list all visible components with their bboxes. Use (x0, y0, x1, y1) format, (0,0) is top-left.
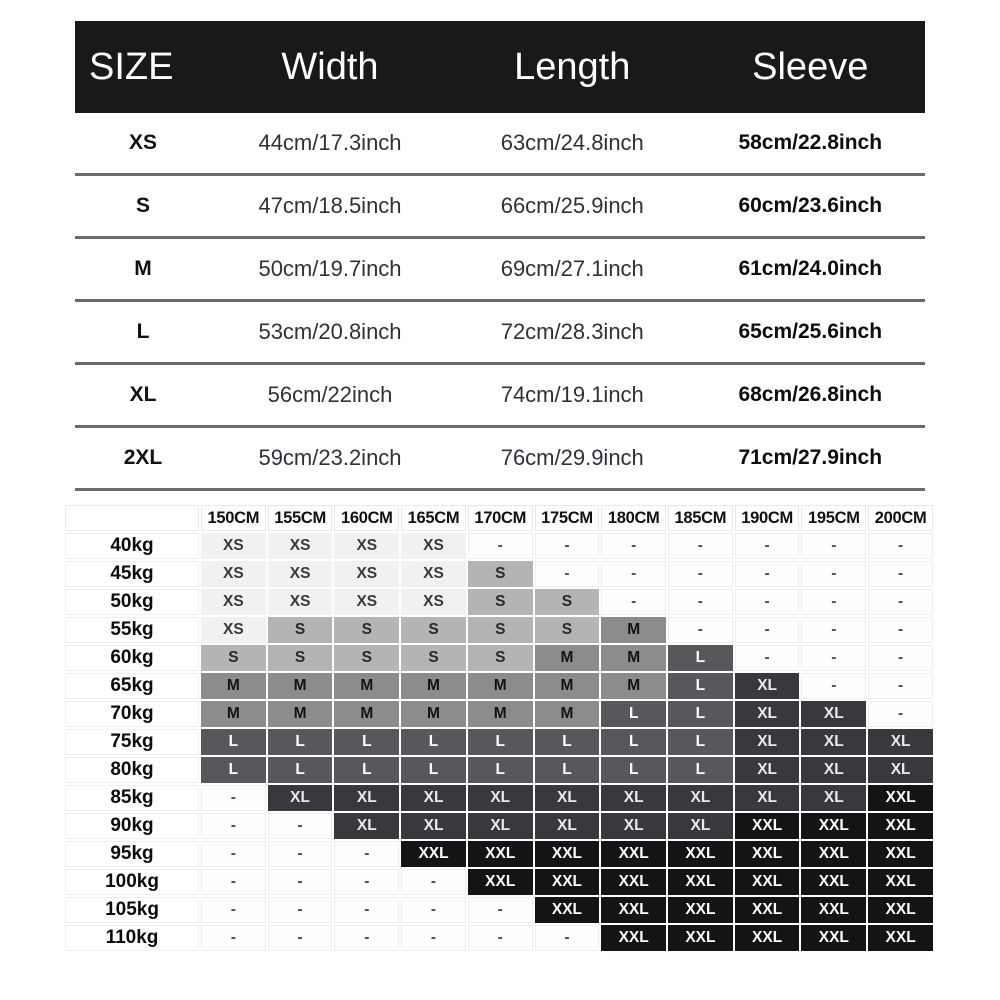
fit-cell-size-s: S (268, 645, 333, 671)
fit-cell-empty: - (201, 869, 266, 895)
length-value: 74cm/19.1inch (500, 382, 644, 407)
length-value: 72cm/28.3inch (500, 319, 644, 344)
fit-cell-size-xxl: XXL (801, 841, 866, 867)
width-value: 59cm/23.2inch (258, 445, 402, 470)
fit-cell-size-l: L (401, 729, 466, 755)
fit-cell-size-xs: XS (268, 589, 333, 615)
fit-cell-size-m: M (334, 673, 399, 699)
fit-cell-size-xl: XL (535, 813, 600, 839)
matrix-corner-cell (65, 505, 199, 531)
measurement-row-2xl (75, 428, 925, 491)
fit-cell-empty: - (334, 841, 399, 867)
sleeve-value: 61cm/24.0inch (738, 257, 883, 280)
fit-cell-size-xl: XL (668, 813, 733, 839)
size-label: L (136, 320, 150, 343)
fit-cell-empty: - (201, 897, 266, 923)
fit-cell-size-xs: XS (201, 533, 266, 559)
fit-cell-size-xxl: XXL (868, 869, 933, 895)
height-header-185cm: 185CM (668, 505, 733, 531)
fit-cell-size-xxl: XXL (601, 841, 666, 867)
weight-header-65kg: 65kg (65, 673, 199, 699)
fit-cell-size-s: S (268, 617, 333, 643)
size-label: 2XL (123, 446, 163, 469)
fit-cell-empty: - (535, 561, 600, 587)
fit-cell-size-xl: XL (535, 785, 600, 811)
fit-cell-size-xxl: XXL (801, 925, 866, 951)
fit-cell-empty: - (401, 925, 466, 951)
garment-measurements-table (75, 21, 925, 491)
fit-cell-empty: - (668, 617, 733, 643)
fit-cell-size-xl: XL (801, 785, 866, 811)
fit-cell-size-l: L (468, 729, 533, 755)
fit-cell-size-xxl: XXL (801, 897, 866, 923)
fit-cell-empty: - (334, 897, 399, 923)
fit-row-60kg (65, 645, 933, 671)
fit-row-105kg (65, 897, 933, 923)
fit-cell-size-xl: XL (801, 757, 866, 783)
fit-cell-size-m: M (601, 617, 666, 643)
fit-matrix-body (65, 533, 933, 951)
column-header-width: Width (281, 45, 379, 88)
weight-header-110kg: 110kg (65, 925, 199, 951)
measurement-row-xs (75, 113, 925, 176)
fit-cell-size-l: L (535, 757, 600, 783)
fit-cell-size-xl: XL (735, 757, 800, 783)
fit-cell-size-l: L (201, 757, 266, 783)
fit-cell-size-xs: XS (334, 533, 399, 559)
measurements-rows (75, 113, 925, 491)
fit-cell-empty: - (868, 673, 933, 699)
fit-cell-size-xxl: XXL (868, 925, 933, 951)
fit-cell-empty: - (334, 869, 399, 895)
fit-cell-size-xl: XL (468, 813, 533, 839)
height-header-190cm: 190CM (735, 505, 800, 531)
fit-cell-size-m: M (535, 645, 600, 671)
fit-cell-size-xxl: XXL (601, 925, 666, 951)
fit-cell-size-xl: XL (601, 785, 666, 811)
fit-cell-empty: - (601, 589, 666, 615)
fit-cell-empty: - (334, 925, 399, 951)
fit-cell-size-xl: XL (668, 785, 733, 811)
fit-row-40kg (65, 533, 933, 559)
fit-cell-size-xs: XS (268, 533, 333, 559)
fit-cell-size-xxl: XXL (801, 869, 866, 895)
fit-cell-size-l: L (535, 729, 600, 755)
fit-cell-size-xl: XL (401, 785, 466, 811)
height-header-175cm: 175CM (535, 505, 600, 531)
fit-cell-size-l: L (668, 645, 733, 671)
fit-cell-size-xxl: XXL (601, 897, 666, 923)
length-value: 63cm/24.8inch (500, 130, 644, 155)
fit-cell-size-xl: XL (735, 729, 800, 755)
fit-cell-size-xxl: XXL (535, 897, 600, 923)
fit-cell-size-xl: XL (735, 785, 800, 811)
weight-header-40kg: 40kg (65, 533, 199, 559)
height-header-200cm: 200CM (868, 505, 933, 531)
fit-cell-size-l: L (601, 729, 666, 755)
fit-row-50kg (65, 589, 933, 615)
height-header-195cm: 195CM (801, 505, 866, 531)
fit-cell-empty: - (468, 533, 533, 559)
fit-cell-size-xxl: XXL (868, 897, 933, 923)
fit-cell-size-m: M (468, 673, 533, 699)
fit-cell-size-m: M (201, 701, 266, 727)
size-label: XL (129, 383, 157, 406)
fit-row-80kg (65, 757, 933, 783)
weight-header-85kg: 85kg (65, 785, 199, 811)
fit-cell-empty: - (735, 617, 800, 643)
height-header-165cm: 165CM (401, 505, 466, 531)
fit-cell-size-xl: XL (735, 673, 800, 699)
size-label: S (135, 194, 150, 217)
fit-cell-empty: - (868, 701, 933, 727)
fit-row-90kg (65, 813, 933, 839)
height-header-155cm: 155CM (268, 505, 333, 531)
fit-cell-empty: - (268, 869, 333, 895)
fit-cell-size-xl: XL (801, 729, 866, 755)
fit-cell-size-xxl: XXL (735, 841, 800, 867)
weight-header-95kg: 95kg (65, 841, 199, 867)
fit-cell-size-m: M (535, 673, 600, 699)
sleeve-value: 68cm/26.8inch (738, 383, 883, 406)
fit-cell-empty: - (601, 561, 666, 587)
fit-cell-size-l: L (668, 729, 733, 755)
length-value: 69cm/27.1inch (500, 256, 644, 281)
fit-matrix-table (63, 503, 935, 953)
fit-cell-empty: - (735, 561, 800, 587)
height-header-150cm: 150CM (201, 505, 266, 531)
sleeve-value: 71cm/27.9inch (738, 446, 883, 469)
fit-cell-size-m: M (268, 701, 333, 727)
fit-cell-empty: - (268, 841, 333, 867)
fit-cell-size-xxl: XXL (801, 813, 866, 839)
fit-cell-size-xxl: XXL (668, 897, 733, 923)
fit-row-85kg (65, 785, 933, 811)
fit-cell-size-m: M (201, 673, 266, 699)
fit-cell-size-xs: XS (201, 561, 266, 587)
width-value: 47cm/18.5inch (258, 193, 402, 218)
fit-cell-size-s: S (535, 617, 600, 643)
measurement-row-s (75, 176, 925, 239)
fit-cell-empty: - (668, 589, 733, 615)
fit-cell-size-xxl: XXL (735, 869, 800, 895)
column-header-size: SIZE (89, 45, 174, 88)
fit-cell-size-l: L (334, 729, 399, 755)
fit-cell-size-xs: XS (201, 617, 266, 643)
length-value: 76cm/29.9inch (500, 445, 644, 470)
measurement-row-xl (75, 365, 925, 428)
fit-cell-empty: - (801, 617, 866, 643)
column-header-length: Length (514, 45, 631, 88)
fit-cell-empty: - (401, 897, 466, 923)
fit-cell-size-l: L (401, 757, 466, 783)
fit-cell-size-xl: XL (334, 813, 399, 839)
fit-cell-empty: - (735, 645, 800, 671)
fit-cell-size-xxl: XXL (535, 841, 600, 867)
fit-cell-size-l: L (201, 729, 266, 755)
fit-cell-size-xxl: XXL (668, 841, 733, 867)
weight-header-90kg: 90kg (65, 813, 199, 839)
fit-cell-empty: - (735, 589, 800, 615)
fit-cell-empty: - (601, 533, 666, 559)
fit-cell-size-xl: XL (401, 813, 466, 839)
fit-row-110kg (65, 925, 933, 951)
fit-cell-size-m: M (601, 673, 666, 699)
fit-cell-empty: - (268, 897, 333, 923)
height-weight-fit-matrix (63, 503, 935, 953)
fit-cell-size-xxl: XXL (468, 869, 533, 895)
width-value: 53cm/20.8inch (258, 319, 402, 344)
fit-cell-size-l: L (668, 673, 733, 699)
fit-cell-size-xxl: XXL (535, 869, 600, 895)
fit-cell-size-xxl: XXL (401, 841, 466, 867)
fit-cell-empty: - (735, 533, 800, 559)
fit-cell-size-m: M (334, 701, 399, 727)
width-value: 50cm/19.7inch (258, 256, 402, 281)
fit-cell-size-s: S (535, 589, 600, 615)
fit-cell-size-xxl: XXL (735, 897, 800, 923)
sleeve-value: 65cm/25.6inch (738, 320, 883, 343)
fit-cell-empty: - (401, 869, 466, 895)
fit-cell-size-xxl: XXL (868, 785, 933, 811)
fit-cell-empty: - (201, 785, 266, 811)
fit-cell-size-s: S (468, 617, 533, 643)
fit-cell-size-s: S (468, 589, 533, 615)
fit-cell-size-xs: XS (334, 589, 399, 615)
fit-cell-size-l: L (268, 729, 333, 755)
fit-cell-size-xl: XL (468, 785, 533, 811)
fit-cell-size-xs: XS (268, 561, 333, 587)
fit-cell-size-xs: XS (201, 589, 266, 615)
fit-cell-empty: - (868, 617, 933, 643)
fit-cell-empty: - (268, 813, 333, 839)
fit-cell-size-m: M (535, 701, 600, 727)
fit-cell-empty: - (468, 897, 533, 923)
fit-cell-size-xl: XL (334, 785, 399, 811)
fit-cell-size-xxl: XXL (668, 869, 733, 895)
measurement-row-m (75, 239, 925, 302)
fit-cell-size-xxl: XXL (601, 869, 666, 895)
weight-header-100kg: 100kg (65, 869, 199, 895)
sleeve-value: 58cm/22.8inch (738, 131, 883, 154)
width-value: 56cm/22inch (267, 382, 393, 407)
fit-cell-empty: - (201, 813, 266, 839)
fit-cell-empty: - (868, 645, 933, 671)
fit-cell-size-xs: XS (334, 561, 399, 587)
fit-cell-size-l: L (468, 757, 533, 783)
weight-header-75kg: 75kg (65, 729, 199, 755)
fit-cell-empty: - (801, 533, 866, 559)
fit-cell-size-l: L (601, 757, 666, 783)
fit-cell-size-xl: XL (268, 785, 333, 811)
fit-cell-size-xl: XL (735, 701, 800, 727)
height-header-180cm: 180CM (601, 505, 666, 531)
measurements-header-bar (75, 21, 925, 113)
fit-cell-size-xxl: XXL (868, 841, 933, 867)
fit-row-55kg (65, 617, 933, 643)
fit-row-65kg (65, 673, 933, 699)
weight-header-50kg: 50kg (65, 589, 199, 615)
fit-cell-empty: - (468, 925, 533, 951)
size-label: M (134, 257, 152, 280)
weight-header-60kg: 60kg (65, 645, 199, 671)
fit-cell-size-s: S (401, 645, 466, 671)
fit-cell-size-m: M (468, 701, 533, 727)
fit-cell-size-m: M (401, 673, 466, 699)
fit-cell-size-s: S (401, 617, 466, 643)
fit-cell-size-m: M (268, 673, 333, 699)
fit-cell-empty: - (801, 561, 866, 587)
fit-cell-empty: - (868, 589, 933, 615)
fit-cell-size-xxl: XXL (668, 925, 733, 951)
length-value: 66cm/25.9inch (500, 193, 644, 218)
fit-cell-empty: - (868, 561, 933, 587)
weight-header-70kg: 70kg (65, 701, 199, 727)
fit-cell-empty: - (535, 925, 600, 951)
fit-cell-size-xs: XS (401, 533, 466, 559)
fit-cell-empty: - (801, 589, 866, 615)
fit-cell-size-l: L (334, 757, 399, 783)
fit-cell-empty: - (868, 533, 933, 559)
weight-header-45kg: 45kg (65, 561, 199, 587)
fit-cell-size-s: S (468, 645, 533, 671)
fit-cell-size-l: L (268, 757, 333, 783)
fit-cell-size-xxl: XXL (735, 813, 800, 839)
fit-matrix-header-row (65, 505, 933, 531)
fit-cell-size-s: S (334, 645, 399, 671)
weight-header-55kg: 55kg (65, 617, 199, 643)
fit-cell-empty: - (535, 533, 600, 559)
fit-cell-empty: - (201, 925, 266, 951)
column-header-sleeve: Sleeve (752, 45, 869, 88)
fit-cell-size-xl: XL (868, 729, 933, 755)
fit-cell-size-xs: XS (401, 561, 466, 587)
fit-cell-size-s: S (468, 561, 533, 587)
fit-cell-size-xs: XS (401, 589, 466, 615)
height-header-170cm: 170CM (468, 505, 533, 531)
fit-cell-size-xxl: XXL (868, 813, 933, 839)
size-label: XS (128, 131, 157, 154)
fit-row-45kg (65, 561, 933, 587)
fit-cell-size-xxl: XXL (468, 841, 533, 867)
fit-cell-empty: - (668, 561, 733, 587)
fit-row-100kg (65, 869, 933, 895)
fit-cell-empty: - (268, 925, 333, 951)
sleeve-value: 60cm/23.6inch (738, 194, 883, 217)
fit-cell-size-s: S (201, 645, 266, 671)
fit-cell-size-xl: XL (601, 813, 666, 839)
fit-cell-size-m: M (601, 645, 666, 671)
weight-header-105kg: 105kg (65, 897, 199, 923)
width-value: 44cm/17.3inch (258, 130, 402, 155)
fit-cell-size-xl: XL (801, 701, 866, 727)
fit-cell-size-m: M (401, 701, 466, 727)
fit-cell-size-xl: XL (868, 757, 933, 783)
measurement-row-l (75, 302, 925, 365)
fit-cell-size-xxl: XXL (735, 925, 800, 951)
fit-cell-empty: - (801, 645, 866, 671)
height-header-160cm: 160CM (334, 505, 399, 531)
fit-cell-size-s: S (334, 617, 399, 643)
fit-row-95kg (65, 841, 933, 867)
fit-row-70kg (65, 701, 933, 727)
fit-cell-size-l: L (668, 701, 733, 727)
fit-cell-empty: - (801, 673, 866, 699)
fit-cell-empty: - (201, 841, 266, 867)
fit-cell-size-l: L (601, 701, 666, 727)
fit-cell-size-l: L (668, 757, 733, 783)
weight-header-80kg: 80kg (65, 757, 199, 783)
fit-row-75kg (65, 729, 933, 755)
fit-cell-empty: - (668, 533, 733, 559)
